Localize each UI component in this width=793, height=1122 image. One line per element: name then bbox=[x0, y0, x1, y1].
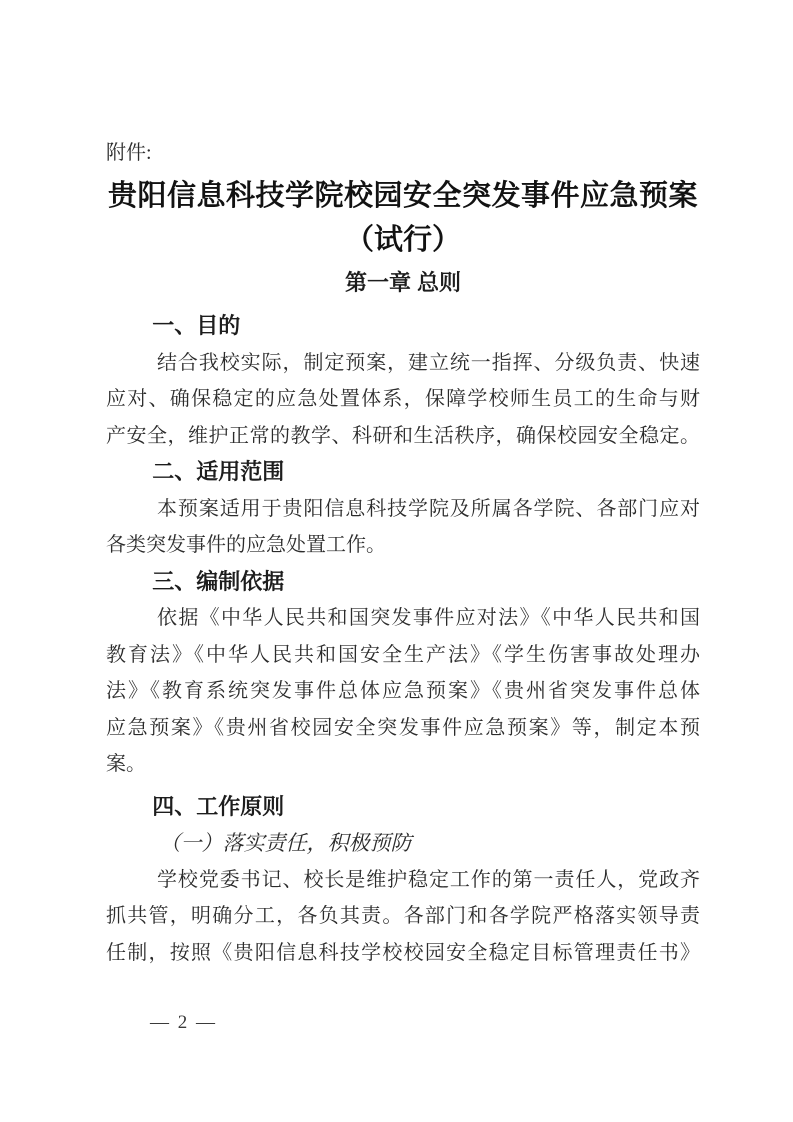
document-body bbox=[106, 308, 700, 971]
section-purpose bbox=[106, 308, 700, 454]
section-heading-principles: 四、工作原则 bbox=[152, 793, 285, 819]
section-scope bbox=[106, 454, 700, 564]
body-line: 本预案适用于贵阳信息科技学院及所属各学院、各部门应对 bbox=[157, 497, 700, 520]
section-principles bbox=[106, 789, 700, 972]
document-title: 贵阳信息科技学院校园安全突发事件应急预案 bbox=[107, 180, 698, 212]
body-line: 各类突发事件的应急处置工作。 bbox=[106, 534, 386, 556]
body-line: 任制，按照《贵阳信息科技学校校园安全稳定目标管理责任书》 bbox=[106, 941, 700, 964]
section-heading-purpose: 一、目的 bbox=[152, 313, 241, 338]
section-heading-scope: 二、适用范围 bbox=[152, 459, 285, 484]
page-number: — 2 — bbox=[150, 1012, 217, 1033]
body-line: 应急预案》《贵州省校园安全突发事件应急预案》等，制定本预 bbox=[106, 716, 700, 739]
body-line: 应对、确保稳定的应急处置体系，保障学校师生员工的生命与财 bbox=[106, 388, 700, 410]
body-line: 法》《教育系统突发事件总体应急预案》《贵州省突发事件总体 bbox=[106, 680, 700, 702]
document-subtitle: （试行） bbox=[344, 224, 461, 256]
attachment-label: 附件: bbox=[106, 142, 152, 164]
body-line: 依据《中华人民共和国突发事件应对法》《中华人民共和国 bbox=[157, 607, 700, 629]
body-line: 抓共管，明确分工，各负其责。各部门和各学院严格落实领导责 bbox=[106, 905, 700, 927]
body-line: 结合我校实际，制定预案，建立统一指挥、分级负责、快速 bbox=[157, 351, 700, 374]
body-line: 案。 bbox=[106, 753, 146, 775]
body-line: 产安全，维护正常的教学、科研和生活秩序，确保校园安全稳定。 bbox=[106, 424, 700, 447]
subsection-heading-responsibility: （一）落实责任，积极预防 bbox=[159, 831, 412, 855]
chapter-heading: 第一章 总则 bbox=[344, 270, 462, 295]
section-basis bbox=[106, 564, 700, 783]
section-heading-basis: 三、编制依据 bbox=[152, 568, 285, 594]
body-line: 学校党委书记、校长是维护稳定工作的第一责任人，党政齐 bbox=[157, 868, 700, 891]
body-line: 教育法》《中华人民共和国安全生产法》《学生伤害事故处理办 bbox=[106, 643, 700, 666]
